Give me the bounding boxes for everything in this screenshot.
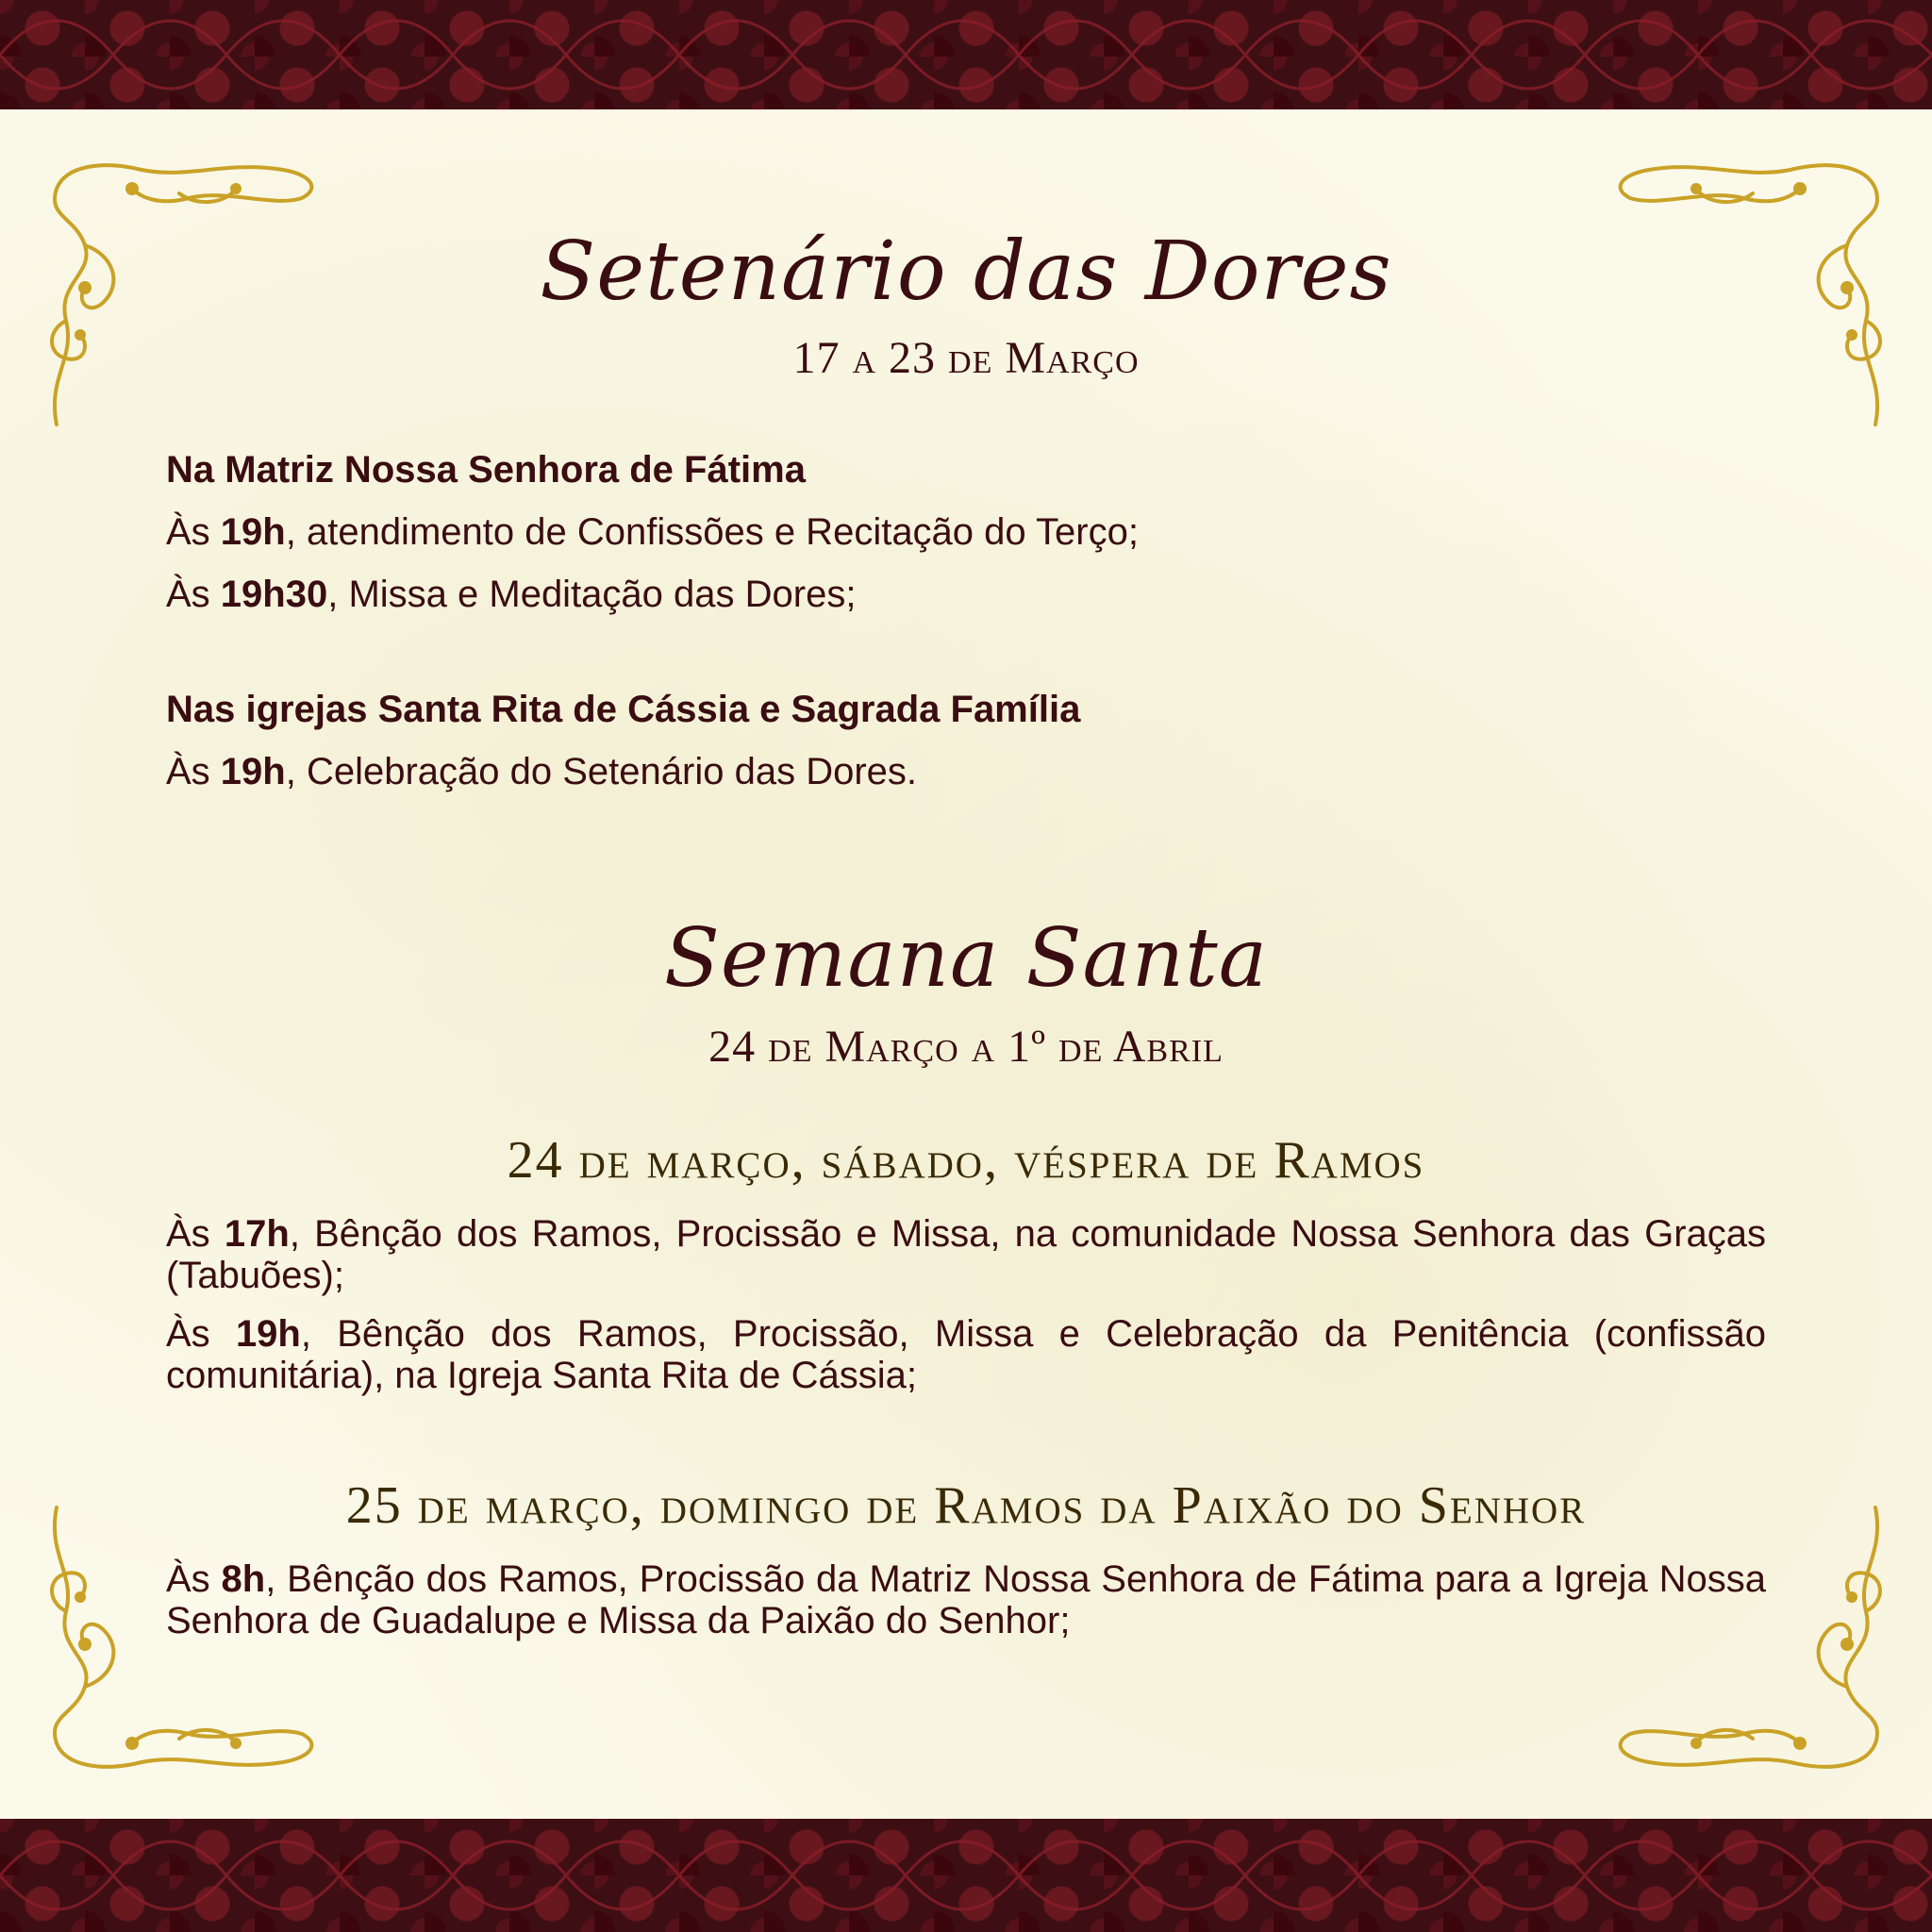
top-ornamental-band [0,0,1932,109]
schedule-time: 19h [235,1313,301,1355]
band-scroll-pattern [0,1819,1932,1932]
day2-heading: 25 de março, domingo de Ramos da Paixão do Senhor [345,1476,1587,1535]
schedule-line: Às 8h, Bênção dos Ramos, Procissão da Matriz Nossa Senhora de Fátima para a Igreja Nossa Senhora de Guadalupe e Missa da Paixão do Senhor; [166,1558,1766,1641]
day2-schedule-block [166,1558,1766,1658]
schedule-time: 17h [224,1213,290,1255]
bottom-ornamental-band [0,1819,1932,1932]
day1-heading: 24 de março, sábado, véspera de Ramos [507,1131,1425,1190]
venue-heading: Nas igrejas Santa Rita de Cássia e Sagrada Família [166,689,1081,730]
section1-venue1-block [166,449,1766,636]
section1-dates: 17 a 23 de Março [792,333,1140,383]
venue-heading: Na Matriz Nossa Senhora de Fátima [166,449,806,491]
band-scroll-pattern [0,0,1932,109]
schedule-line: Às 19h, atendimento de Confissões e Recitação do Terço; [166,511,1139,553]
schedule-time: 19h30 [220,574,328,615]
schedule-time: 8h [221,1558,266,1600]
schedule-line: Às 17h, Bênção dos Ramos, Procissão e Missa, na comunidade Nossa Senhora das Graças (Tabuões); [166,1213,1767,1296]
section2-dates: 24 de Março a 1º de Abril [708,1022,1224,1072]
schedule-line: Às 19h30, Missa e Meditação das Dores; [166,574,857,615]
section1-title: Setenário das Dores [540,225,1392,319]
schedule-line: Às 19h, Celebração do Setenário das Dores. [166,751,918,792]
schedule-line: Às 19h, Bênção dos Ramos, Procissão, Missa e Celebração da Penitência (confissão comunitária), na Igreja Santa Rita de Cássia; [166,1313,1766,1396]
section2-title: Semana Santa [663,911,1269,1006]
schedule-time: 19h [220,751,286,792]
section1-venue2-block [166,689,1766,813]
schedule-time: 19h [220,511,286,553]
day1-schedule-block [166,1213,1766,1413]
